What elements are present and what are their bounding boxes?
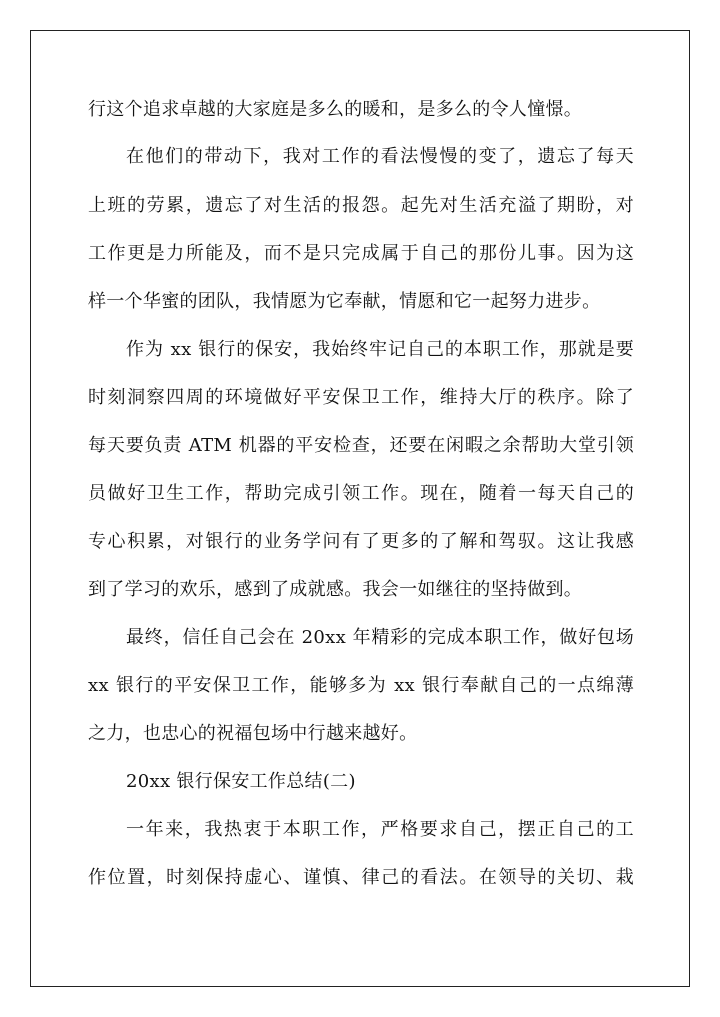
text-line: 专心积累，对银行的业务学问有了更多的了解和驾驭。这让我感 (88, 531, 634, 552)
text-line: 到了学习的欢乐，感到了成就感。我会一如继往的坚持做到。 (88, 579, 583, 600)
paragraph-first-line: 一年来，我热衷于本职工作，严格要求自己，摆正自己的工 (126, 819, 634, 840)
text-line: 员做好卫生工作，帮助完成引领工作。现在，随着一每天自己的 (88, 483, 634, 504)
text-line: 之力，也忠心的祝福包场中行越来越好。 (88, 723, 418, 744)
text-line: 工作更是力所能及，而不是只完成属于自己的那份儿事。因为这 (88, 243, 634, 264)
page-border (30, 30, 690, 987)
text-line: 行这个追求卓越的大家庭是多么的暖和，是多么的令人憧憬。 (88, 99, 583, 120)
text-line: 每天要负责 ATM 机器的平安检查，还要在闲暇之余帮助大堂引领 (88, 435, 634, 456)
paragraph-first-line: 作为 xx 银行的保安，我始终牢记自己的本职工作，那就是要 (126, 339, 634, 360)
text-line: 时刻洞察四周的环境做好平安保卫工作，维持大厅的秩序。除了 (88, 387, 634, 408)
text-line: xx 银行的平安保卫工作，能够多为 xx 银行奉献自己的一点绵薄 (88, 675, 634, 696)
paragraph-first-line: 在他们的带动下，我对工作的看法慢慢的变了，遗忘了每天 (126, 146, 634, 167)
text-line: 上班的劳累，遗忘了对生活的报怨。起先对生活充溢了期盼，对 (88, 195, 634, 216)
section-heading: 20xx 银行保安工作总结(二) (126, 771, 356, 792)
paragraph-first-line: 最终，信任自己会在 20xx 年精彩的完成本职工作，做好包场 (126, 627, 634, 648)
text-line: 样一个华蜜的团队，我情愿为它奉献，情愿和它一起努力进步。 (88, 291, 601, 312)
text-line: 作位置，时刻保持虚心、谨慎、律己的看法。在领导的关切、栽 (88, 867, 634, 888)
